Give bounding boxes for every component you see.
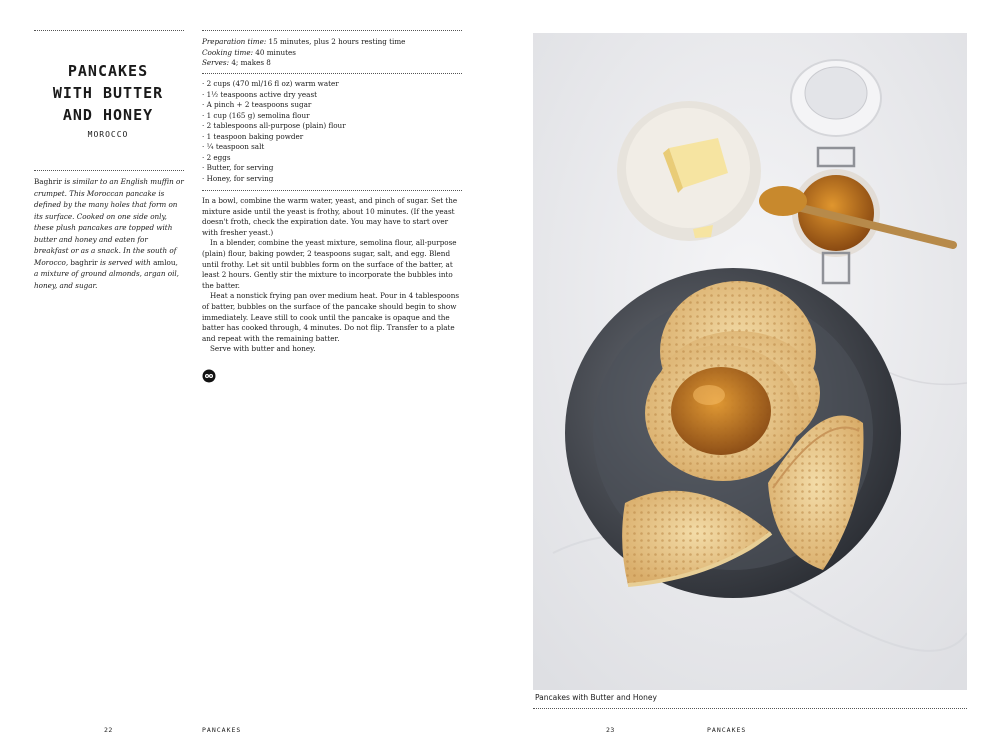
recipe-title-block — [34, 60, 182, 139]
recipe-meta — [202, 37, 462, 69]
section-label-right: PANCAKES — [707, 726, 747, 734]
recipe-photo — [533, 33, 967, 690]
title-top-rule — [34, 30, 184, 31]
method-step: In a blender, combine the yeast mixture, semolina flour, all-purpose (plain) flour, baking powder, 2 teaspoons sugar, salt, and egg. Blend until frothy. Let sit until bubbles form on the surface of the batter, at least 2 hours. Gently stir the mixture to incorporate the bubbles into the batter. — [202, 238, 457, 290]
ingredient-item: · 1 teaspoon baking powder — [202, 131, 304, 141]
meta-top-rule — [202, 30, 462, 31]
vegetarian-icon — [202, 369, 216, 383]
prep-value: 15 minutes, plus 2 hours resting time — [266, 37, 406, 46]
recipe-country: MOROCCO — [87, 130, 129, 139]
serves-label: Serves: — [202, 58, 230, 67]
caption-rule — [533, 708, 967, 709]
section-label-left: PANCAKES — [202, 726, 242, 734]
ingredient-item: · 2 cups (470 ml/16 fl oz) warm water — [202, 79, 339, 88]
ingredient-item: · Butter, for serving — [202, 163, 274, 172]
cook-value: 40 minutes — [253, 47, 296, 57]
intro-segment: , a mixture of ground almonds, argan oil, honey, and sugar. — [34, 257, 179, 290]
method-step: Heat a nonstick frying pan over medium heat. Pour in 4 tablespoons of batter, bubbles on the surface of the pancake should begin to show immediately. Leave still to cook until the pancake is opaque and the batter has cooked through, 4 minutes. Do not flip. Transfer to a plate and repeat with the remaining batter. — [202, 291, 460, 343]
ingredient-item: · ¼ teaspoon salt — [202, 142, 265, 151]
meta-bottom-rule — [202, 73, 462, 74]
ingredient-item: · 2 tablespoons all-purpose (plain) flour — [202, 121, 346, 130]
serves — [202, 58, 462, 69]
recipe-intro — [34, 176, 184, 291]
intro-segment: amlou — [153, 257, 176, 267]
ingredients-bottom-rule — [202, 190, 462, 191]
page-number-left: 22 — [104, 726, 113, 734]
recipe-title-line-3: AND HONEY — [62, 106, 154, 124]
food-photo-illustration — [533, 33, 967, 690]
ingredients-list — [202, 79, 462, 184]
intro-rule — [34, 170, 184, 171]
photo-caption: Pancakes with Butter and Honey — [535, 693, 657, 702]
ingredient-item: · 2 eggs — [202, 152, 231, 162]
recipe-title-line-1: PANCAKES — [67, 62, 149, 80]
method-step: Serve with butter and honey. — [210, 344, 316, 354]
prep-time — [202, 37, 462, 48]
ingredient-item: · Honey, for serving — [202, 173, 274, 183]
cook-time — [202, 48, 462, 59]
method-step: In a bowl, combine the warm water, yeast, and pinch of sugar. Set the mixture aside until the yeast is frothy, about 10 minutes. (If the yeast doesn't froth, check the expiration date. You may have to start over with fresher yeast.) — [202, 196, 458, 237]
intro-segment: is served with — [97, 257, 154, 267]
intro-segment: is similar to an English muffin or crumpet. This Moroccan pancake is defined by the many holes that form on its surface. Cooked on one side only, these plush pancakes are topped with butter and honey and eaten for breakfast or as a snack. In the south of Morocco, — [34, 177, 184, 267]
recipe-method — [202, 196, 462, 355]
intro-segment: baghrir — [70, 257, 98, 267]
prep-label: Preparation time: — [202, 37, 267, 46]
cook-label: Cooking time: — [202, 47, 254, 57]
intro-segment: Baghrir — [34, 177, 62, 186]
ingredient-item: · A pinch + 2 teaspoons sugar — [202, 100, 312, 109]
ingredient-item: · 1 cup (165 g) semolina flour — [202, 110, 310, 120]
ingredient-item: · 1½ teaspoons active dry yeast — [202, 89, 318, 99]
recipe-title-line-2: WITH BUTTER — [52, 84, 164, 102]
serves-value: 4; makes 8 — [229, 58, 271, 67]
page-number-right: 23 — [606, 726, 615, 734]
